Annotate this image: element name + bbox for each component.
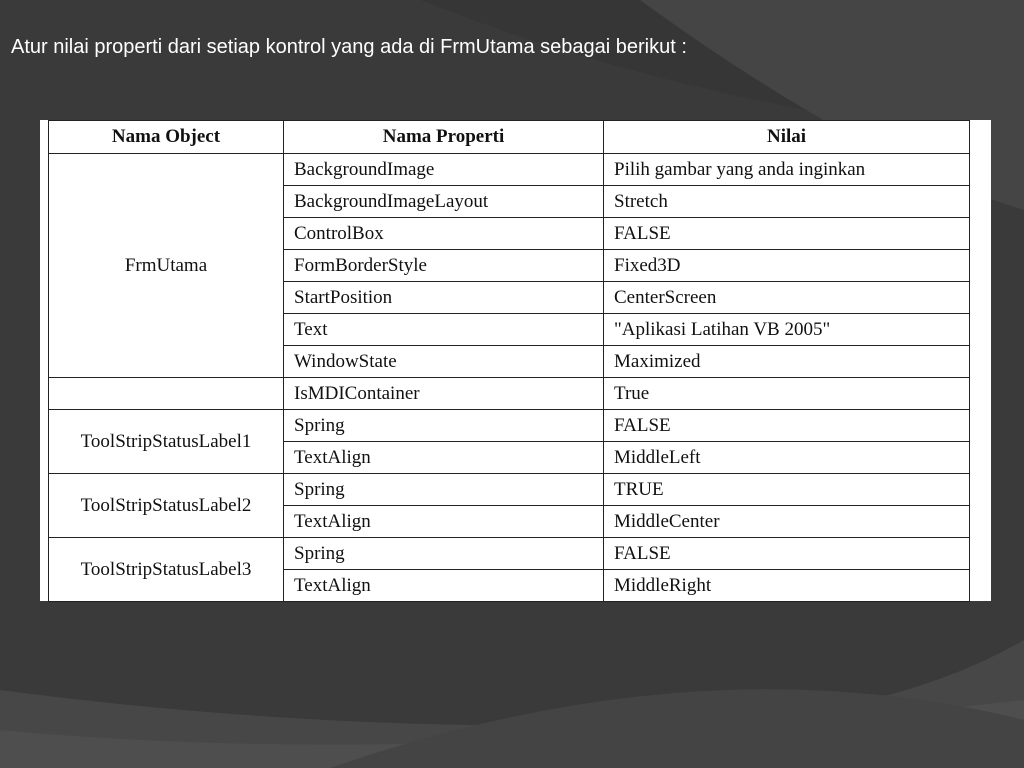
value-cell: CenterScreen: [604, 282, 970, 314]
property-cell: WindowState: [284, 346, 604, 378]
property-cell: StartPosition: [284, 282, 604, 314]
property-cell: TextAlign: [284, 570, 604, 602]
value-cell: "Aplikasi Latihan VB 2005": [604, 314, 970, 346]
property-cell: Spring: [284, 474, 604, 506]
table-row: [49, 378, 970, 410]
value-cell: MiddleRight: [604, 570, 970, 602]
table-row: [49, 410, 970, 442]
slide-title: Atur nilai properti dari setiap kontrol yang ada di FrmUtama sebagai berikut :: [11, 36, 687, 58]
property-cell: BackgroundImageLayout: [284, 186, 604, 218]
object-cell: ToolStripStatusLabel2: [49, 474, 284, 538]
property-cell: Spring: [284, 410, 604, 442]
property-cell: TextAlign: [284, 506, 604, 538]
value-cell: TRUE: [604, 474, 970, 506]
value-cell: Pilih gambar yang anda inginkan: [604, 154, 970, 186]
object-cell: [49, 378, 284, 410]
value-cell: Stretch: [604, 186, 970, 218]
header-nama-object: Nama Object: [49, 121, 284, 154]
value-cell: MiddleLeft: [604, 442, 970, 474]
property-cell: Spring: [284, 538, 604, 570]
property-cell: TextAlign: [284, 442, 604, 474]
property-cell: ControlBox: [284, 218, 604, 250]
property-cell: Text: [284, 314, 604, 346]
value-cell: FALSE: [604, 538, 970, 570]
value-cell: FALSE: [604, 218, 970, 250]
table-panel: [40, 120, 991, 601]
object-cell: ToolStripStatusLabel1: [49, 410, 284, 474]
value-cell: Maximized: [604, 346, 970, 378]
table-header-row: [49, 121, 970, 154]
table-row: [49, 154, 970, 186]
table-row: [49, 474, 970, 506]
value-cell: FALSE: [604, 410, 970, 442]
property-cell: IsMDIContainer: [284, 378, 604, 410]
value-cell: Fixed3D: [604, 250, 970, 282]
header-nilai: Nilai: [604, 121, 970, 154]
object-cell: FrmUtama: [49, 154, 284, 378]
value-cell: True: [604, 378, 970, 410]
object-cell: ToolStripStatusLabel3: [49, 538, 284, 602]
property-cell: FormBorderStyle: [284, 250, 604, 282]
properties-table: [48, 120, 970, 602]
table-row: [49, 538, 970, 570]
value-cell: MiddleCenter: [604, 506, 970, 538]
header-nama-properti: Nama Properti: [284, 121, 604, 154]
property-cell: BackgroundImage: [284, 154, 604, 186]
